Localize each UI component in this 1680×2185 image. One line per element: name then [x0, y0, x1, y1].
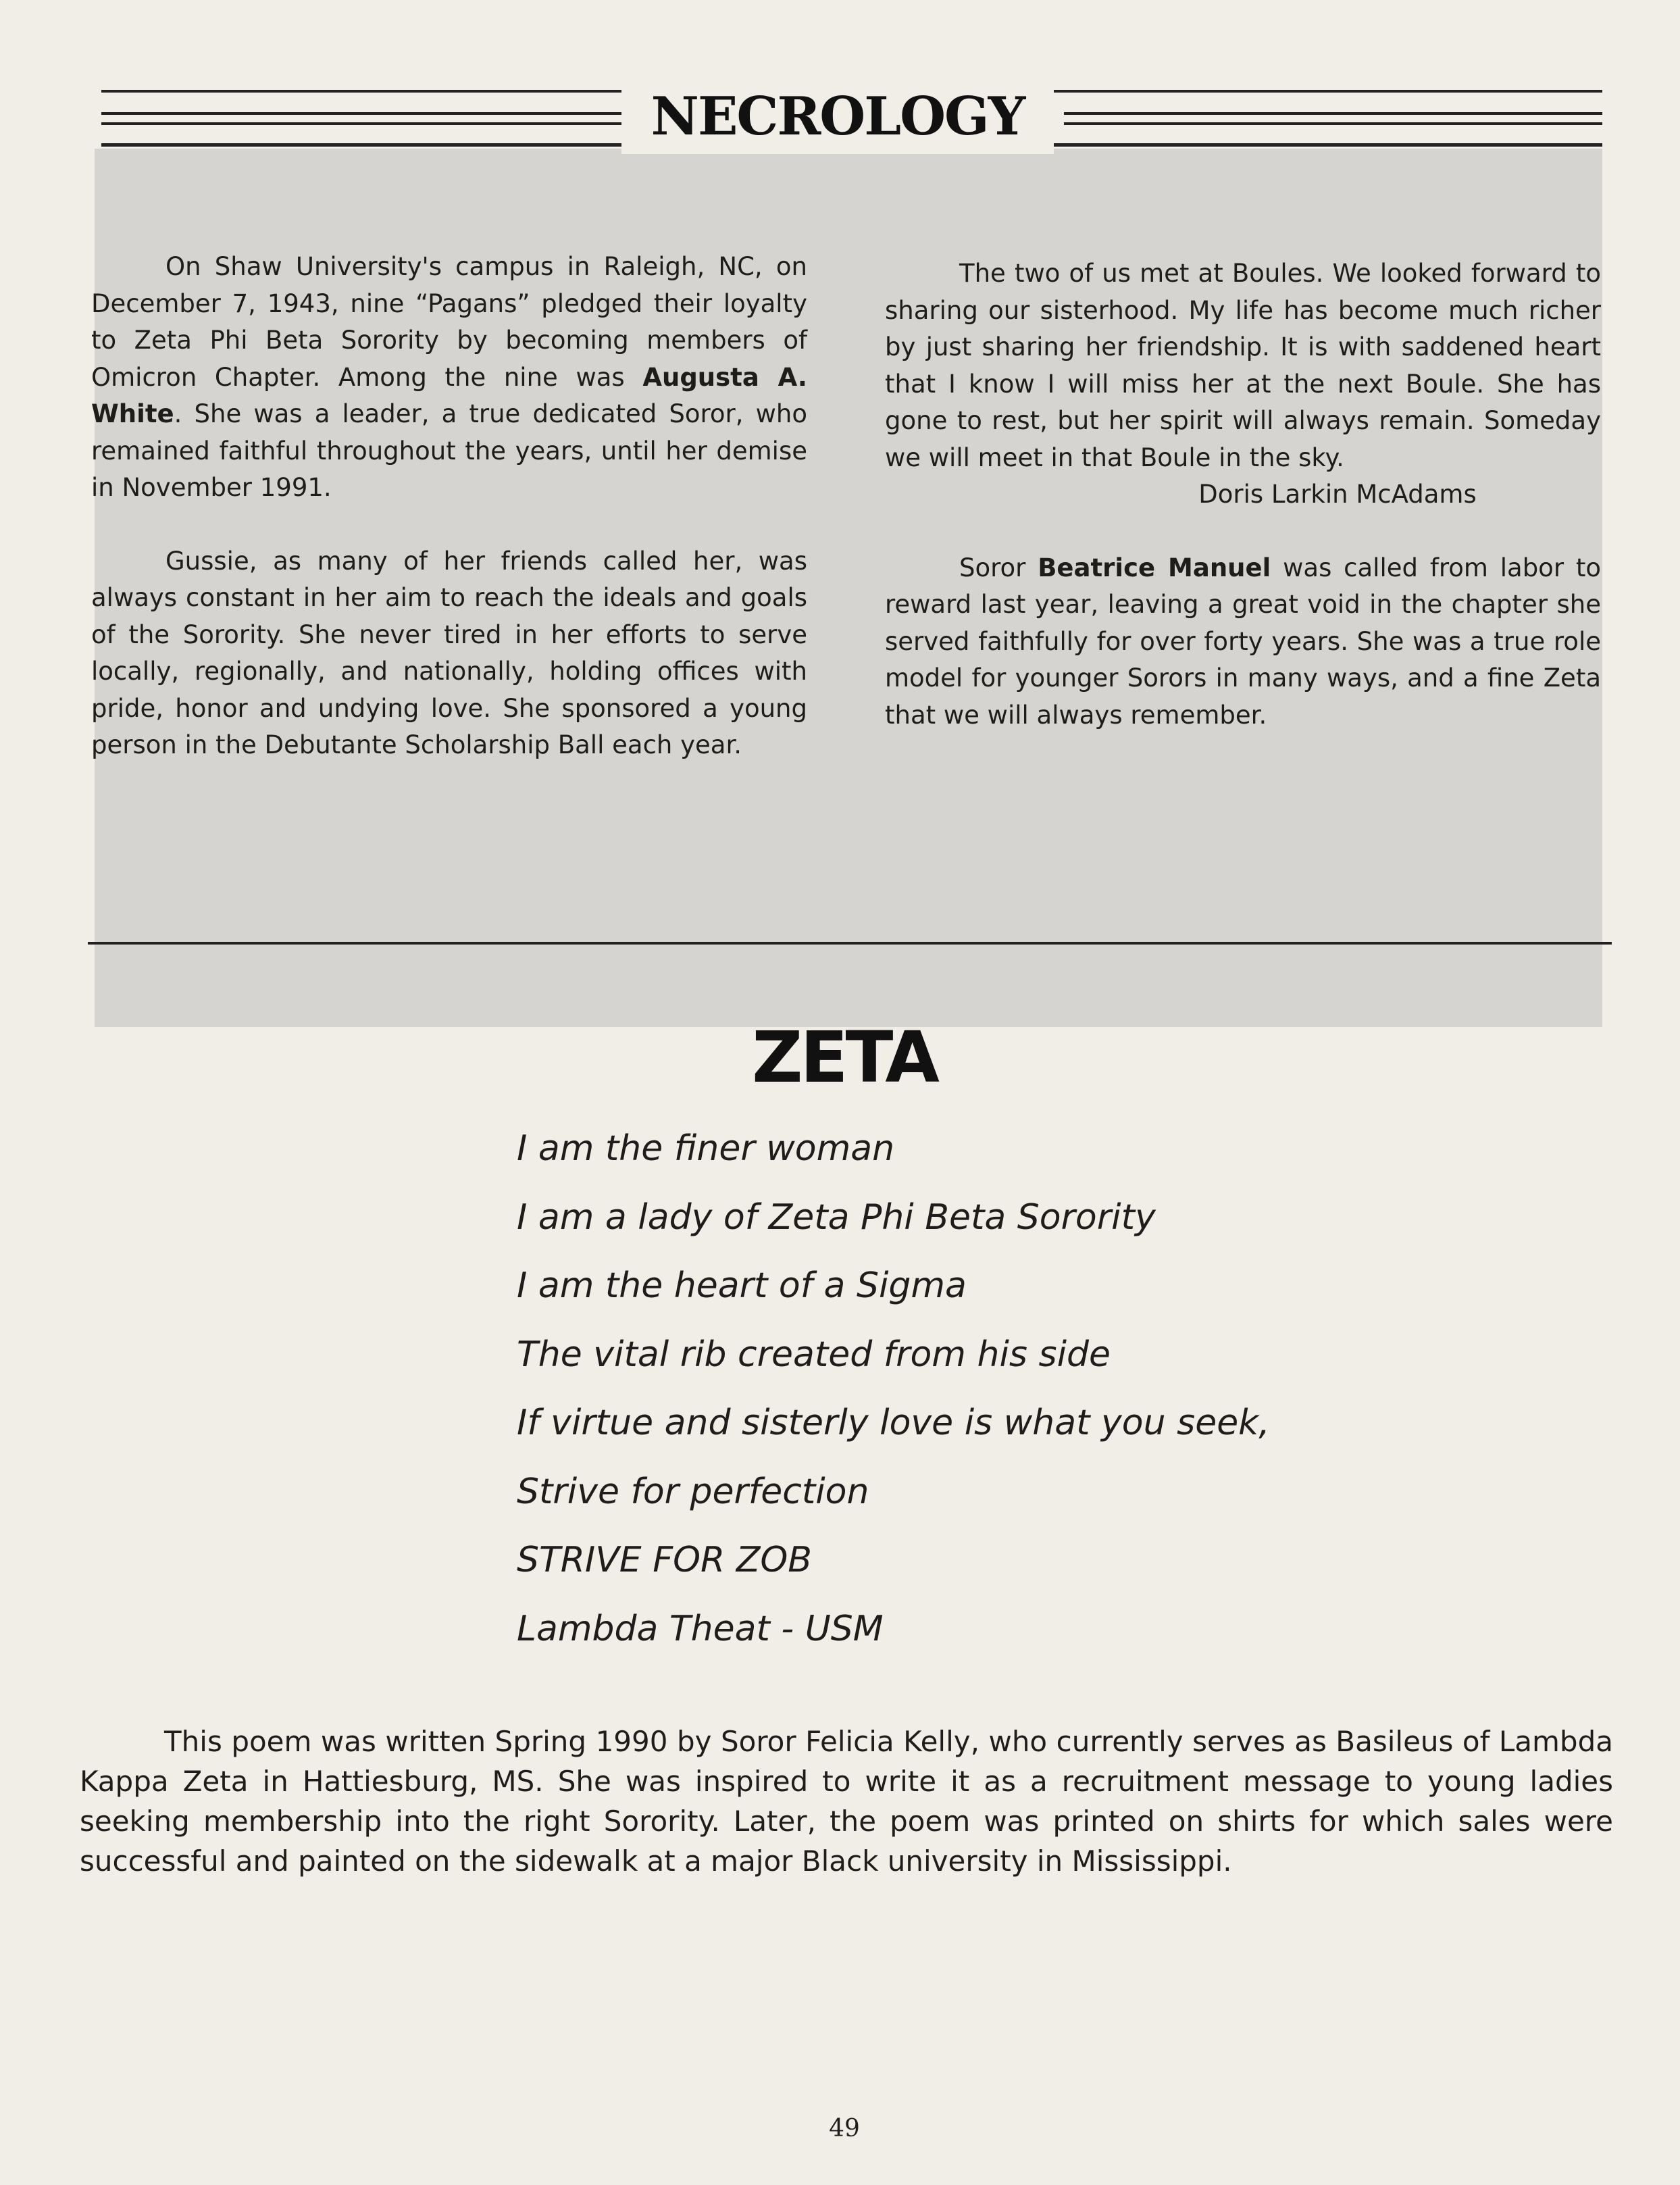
member-name: Beatrice Manuel	[1038, 553, 1271, 582]
paragraph-text: Soror	[959, 553, 1038, 582]
poem	[517, 1115, 1327, 1663]
paragraph-text: was called from labor to reward last year, leaving a great void in the chapter she served faithfully for over forty years. She was a true role model for younger Sorors in many ways, and a fine Zeta that we will always remember.	[885, 553, 1601, 730]
poem-line: I am the finer woman	[517, 1128, 895, 1169]
paragraph-text: On Shaw University's campus in Raleigh, NC, on December 7, 1943, nine “Pagans” pledged their loyalty to Zeta Phi Beta Sorority by becoming members of Omicron Chapter. Among the nine was	[91, 252, 807, 392]
poem-title: ZETA	[752, 1016, 937, 1099]
header-rule-middle-right	[1064, 112, 1602, 115]
signature: Doris Larkin McAdams	[1198, 480, 1477, 509]
header-rule-middle-left-2	[101, 122, 635, 125]
poem-line: I am the heart of a Sigma	[517, 1265, 967, 1306]
poem-note-paragraph: This poem was written Spring 1990 by Soror Felicia Kelly, who currently serves as Basileus of Lambda Kappa Zeta in Hattiesburg, MS. She was inspired to write it as a recruitment message to young ladies seeking membership into the right Sorority. Later, the poem was printed on shirts for which sales were successful and painted on the sidewalk at a major Black university in Mississippi.	[80, 1725, 1613, 1878]
member-name: Augusta A. White	[91, 362, 807, 428]
poem-line: I am a lady of Zeta Phi Beta Sorority	[517, 1197, 1156, 1238]
gussie-paragraph: Gussie, as many of her friends called her, was always constant in her aim to reach the ideals and goals of the Sorority. She never tired in her efforts to serve locally, regionally, and nationally, holding offices with pride, honor and undying love. She sponsored a young person in the Debutante Scholarship Ball each year.	[91, 546, 807, 759]
poem-line: The vital rib created from his side	[517, 1334, 1111, 1375]
left-column	[91, 249, 807, 764]
page-heading: NECROLOGY	[621, 80, 1054, 154]
header-rule-middle-right-2	[1064, 122, 1602, 125]
right-column	[885, 255, 1601, 734]
paragraph-text: . She was a leader, a true dedicated Soror, who remained faithful throughout the years, until her demise in November 1991.	[91, 399, 807, 502]
header-rule-middle-left	[101, 112, 635, 115]
poem-line: STRIVE FOR ZOB	[517, 1540, 812, 1580]
page-number: 49	[829, 2115, 860, 2142]
section-divider	[88, 942, 1612, 945]
poem-line: If virtue and sisterly love is what you seek,	[517, 1403, 1270, 1443]
boules-paragraph: The two of us met at Boules. We looked forward to sharing our sisterhood. My life has become much richer by just sharing her friendship. It is with saddened heart that I know I will miss her at the next Boule. She has gone to rest, but her spirit will always remain. Someday we will meet in that Boule in the sky.	[885, 259, 1601, 472]
beatrice-manuel-paragraph	[885, 550, 1601, 734]
augusta-white-paragraph	[91, 249, 807, 507]
poem-line: Lambda Theat - USM	[517, 1608, 884, 1649]
poem-note	[80, 1722, 1613, 1881]
poem-line: Strive for perfection	[517, 1471, 869, 1512]
